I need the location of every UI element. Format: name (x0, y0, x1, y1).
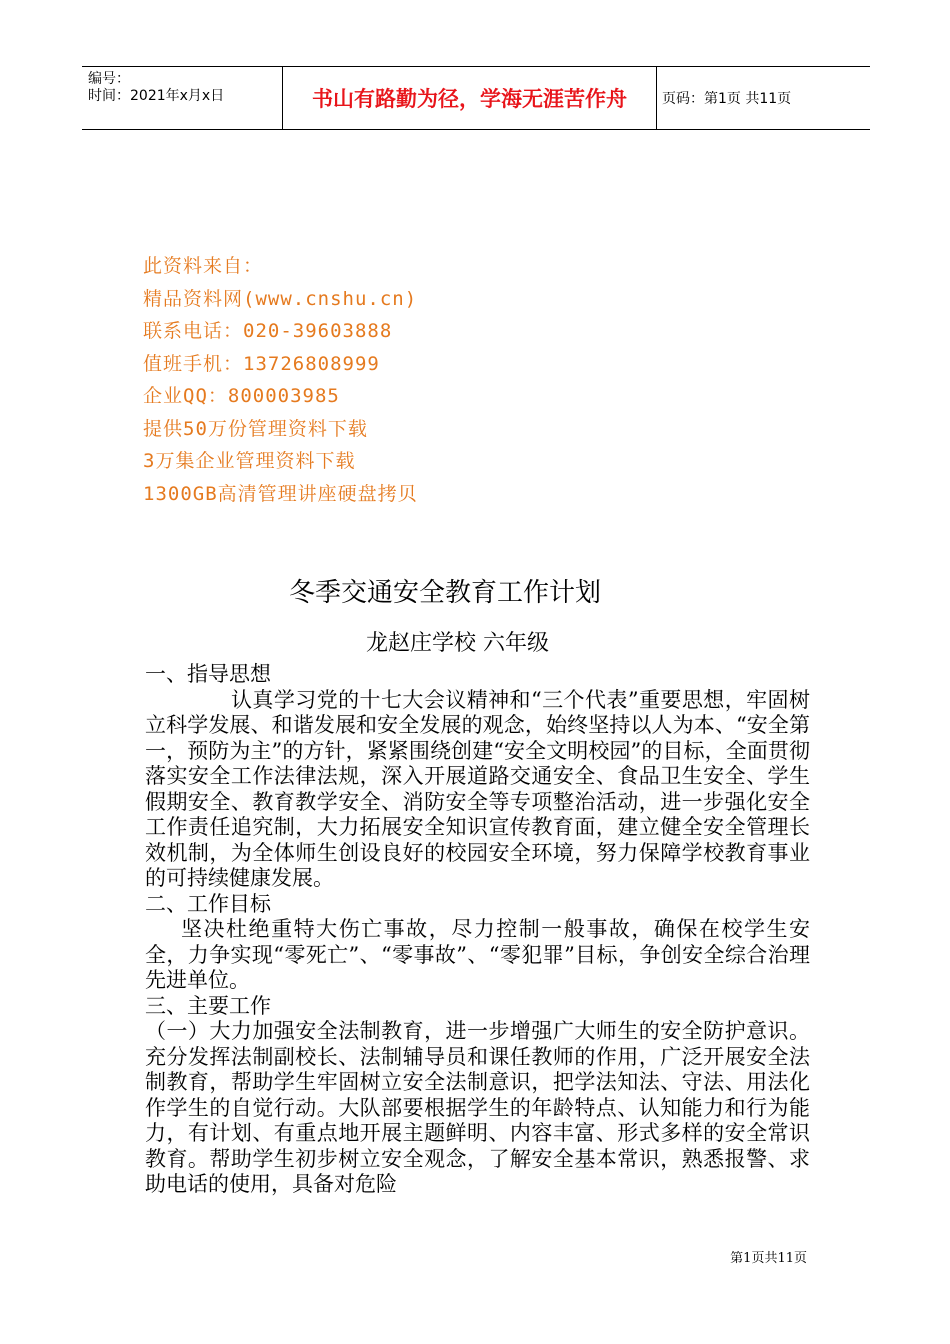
paragraph: 坚决杜绝重特大伤亡事故，尽力控制一般事故，确保在校学生安全，力争实现“零死亡”、“零事故”、“零犯罪”目标，争创安全综合治理先进单位。 (145, 917, 810, 992)
page-footer: 第1页共11页 (730, 1251, 807, 1266)
promo-line: 提供50万份管理资料下载 (143, 417, 368, 440)
time-label: 时间：2021年x月x日 (88, 88, 225, 104)
promo-line: 精品资料网(www.cnshu.cn) (143, 287, 418, 310)
promo-line: 此资料来自： (143, 255, 264, 277)
section-heading: 一、指导思想 (145, 662, 271, 686)
section-heading: 三、主要工作 (145, 993, 271, 1018)
promo-line: 值班手机：13726808999 (143, 352, 380, 375)
number-label: 编号： (88, 71, 130, 87)
document-title: 冬季交通安全教育工作计划 (288, 578, 601, 608)
header-motto: 书山有路勤为径，学海无涯苦作舟 (282, 67, 657, 129)
promo-line: 企业QQ：800003985 (143, 385, 340, 407)
section-heading: 二、工作目标 (145, 891, 271, 916)
promo-block (143, 250, 418, 510)
paragraph: （一）大力加强安全法制教育，进一步增强广大师生的安全防护意识。充分发挥法制副校长、法制辅导员和课任教师的作用，广泛开展安全法制教育，帮助学生牢固树立安全法制意识，把学法知法、守法、用法化作学生的自觉行动。大队部要根据学生的年龄特点、认知能力和行为能力，有计划、有重点地开展主题鲜明、内容丰富、形式多样的安全常识教育。帮助学生初步树立安全观念，了解安全基本常识，熟悉报警、求助电话的使用，具备对危险 (145, 1019, 810, 1196)
header-page-label: 页码：第1页 共11页 (662, 91, 792, 107)
document-subtitle: 龙赵庄学校 六年级 (366, 631, 549, 656)
promo-line: 1300GB高清管理讲座硬盘拷贝 (143, 482, 418, 505)
promo-line: 3万集企业管理资料下载 (143, 450, 356, 472)
page-header (82, 66, 870, 130)
header-left (88, 67, 284, 133)
promo-line: 联系电话：020-39603888 (143, 320, 393, 342)
document-body (145, 662, 810, 1198)
paragraph: 认真学习党的十七大会议精神和“三个代表”重要思想，牢固树立科学发展、和谐发展和安全发展的观念，始终坚持以人为本、“安全第一，预防为主”的方针，紧紧围绕创建“安全文明校园”的目标，全面贯彻落实安全工作法律法规，深入开展道路交通安全、食品卫生安全、学生假期安全、教育教学安全、消防安全等专项整治活动，进一步强化安全工作责任追究制，大力拓展安全知识宣传教育面，建立健全安全管理长效机制，为全体师生创设良好的校园安全环境，努力保障学校教育事业的可持续健康发展。 (145, 687, 810, 890)
